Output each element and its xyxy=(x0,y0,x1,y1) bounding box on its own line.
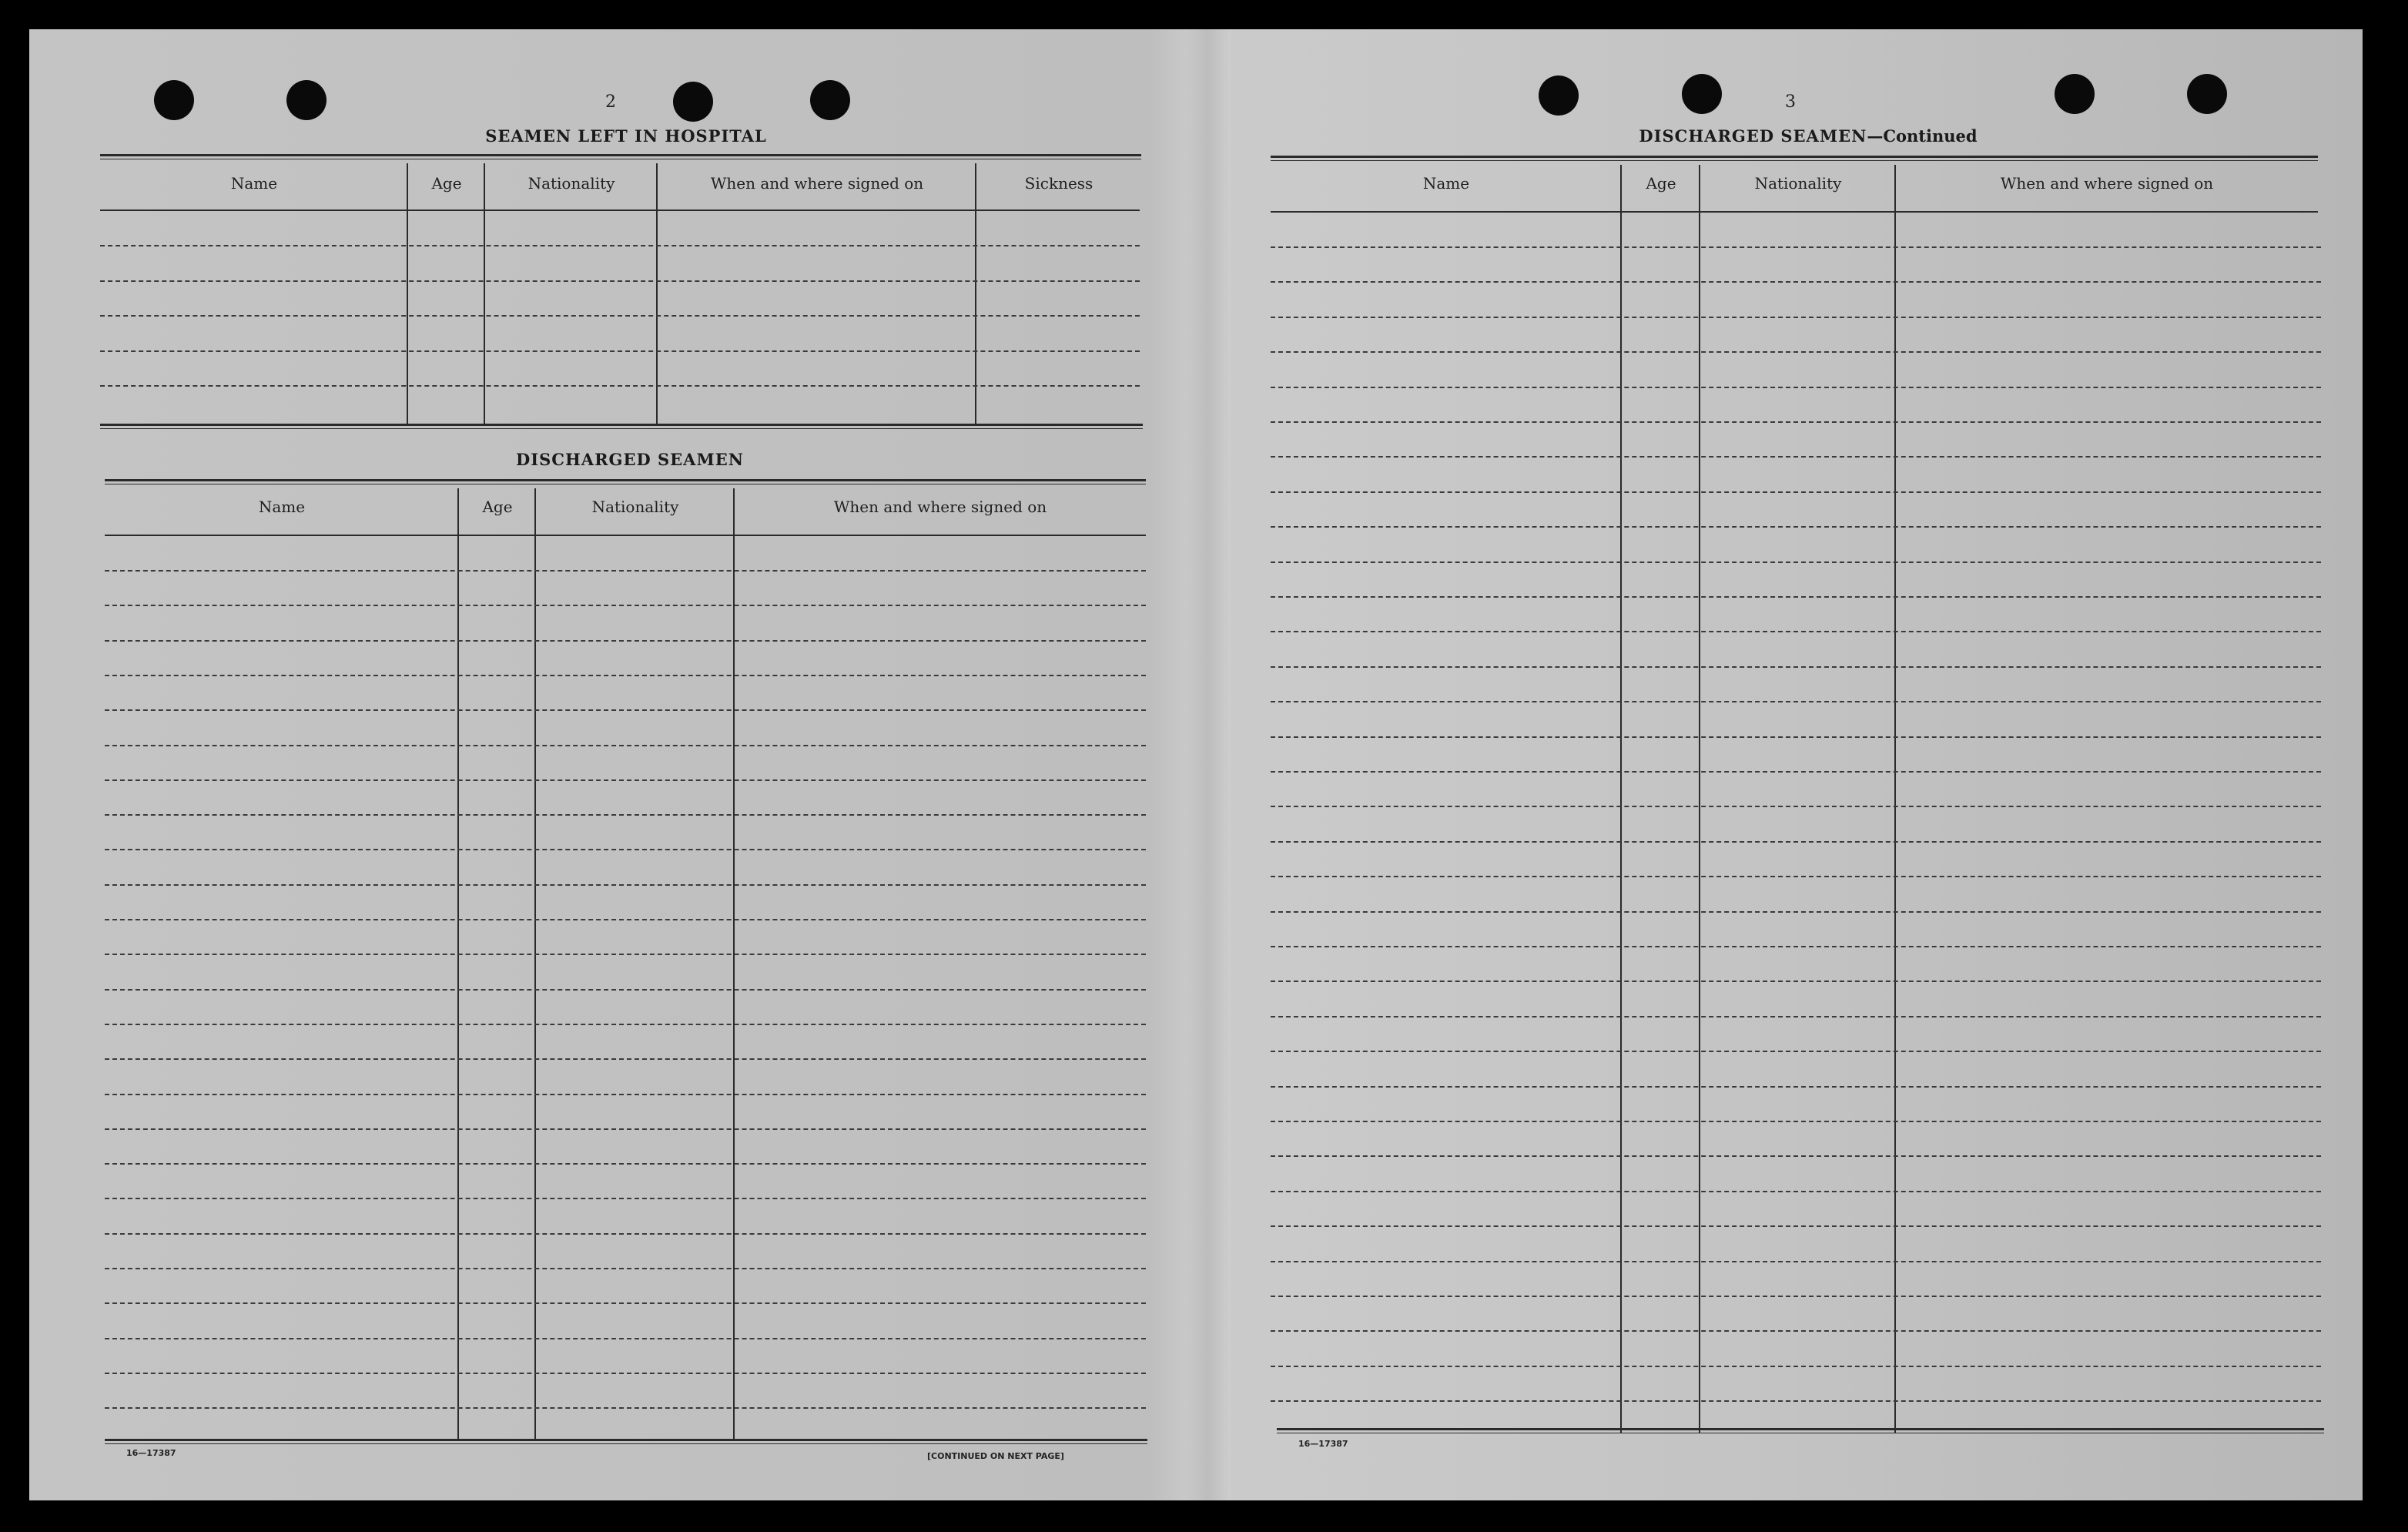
entry-line xyxy=(105,1163,1146,1165)
entry-line xyxy=(1271,1400,2321,1402)
page-gutter xyxy=(1184,29,1231,1500)
entry-line xyxy=(105,1268,1146,1269)
entry-line xyxy=(105,884,1146,886)
entry-line xyxy=(100,315,1140,317)
entry-line xyxy=(105,1233,1146,1235)
entry-line xyxy=(1271,771,2321,773)
entry-line xyxy=(105,1128,1146,1130)
entry-line xyxy=(105,745,1146,746)
document-spread xyxy=(29,29,2363,1500)
entry-line xyxy=(1271,1016,2321,1017)
entry-line xyxy=(1271,281,2321,283)
entry-line xyxy=(1271,1330,2321,1332)
hospital-col-age: Age xyxy=(431,174,462,193)
discharged-continued-title xyxy=(1539,126,2078,146)
discharged-col-nationality: Nationality xyxy=(591,498,679,516)
entry-line xyxy=(105,709,1146,711)
discharged-col-age: Age xyxy=(482,498,513,516)
entry-line xyxy=(1271,1086,2321,1088)
binder-hole xyxy=(2187,74,2227,114)
right-col-divider xyxy=(1894,165,1896,1433)
entry-line xyxy=(105,605,1146,606)
entry-line xyxy=(1271,526,2321,528)
continued-suffix: —Continued xyxy=(1867,126,1978,146)
discharged-bottom-rule xyxy=(105,1439,1147,1444)
entry-line xyxy=(1271,701,2321,702)
right-col-age: Age xyxy=(1646,174,1676,193)
entry-line xyxy=(1271,421,2321,423)
right-col-nationality: Nationality xyxy=(1754,174,1842,193)
discharged-continued-title-text: DISCHARGED SEAMEN xyxy=(1639,126,1867,146)
entry-line xyxy=(105,954,1146,955)
entry-line xyxy=(100,385,1140,387)
entry-line xyxy=(1271,911,2321,913)
entry-line xyxy=(105,1302,1146,1304)
entry-line xyxy=(1271,736,2321,738)
right-top-rule xyxy=(1271,156,2318,161)
discharged-col-divider xyxy=(733,488,735,1439)
continued-note: [CONTINUED ON NEXT PAGE] xyxy=(927,1451,1064,1461)
entry-line xyxy=(105,640,1146,642)
right-header-rule xyxy=(1271,211,2318,213)
entry-line xyxy=(105,1094,1146,1095)
entry-line xyxy=(1271,351,2321,353)
entry-line xyxy=(1271,246,2321,248)
entry-line xyxy=(1271,1296,2321,1297)
discharged-col-name: Name xyxy=(258,498,306,516)
entry-line xyxy=(105,1198,1146,1199)
entry-line xyxy=(1271,1366,2321,1367)
right-form-number: 16—17387 xyxy=(1298,1439,1348,1449)
entry-line xyxy=(105,1407,1146,1409)
entry-line xyxy=(1271,806,2321,807)
hospital-top-rule xyxy=(100,154,1141,159)
binder-hole xyxy=(1682,74,1722,114)
entry-line xyxy=(105,919,1146,920)
hospital-header-rule xyxy=(100,210,1140,211)
entry-line xyxy=(105,1024,1146,1025)
hospital-col-nationality: Nationality xyxy=(527,174,615,193)
right-col-signed-on: When and where signed on xyxy=(2000,174,2214,193)
entry-line xyxy=(105,675,1146,676)
binder-hole xyxy=(673,82,713,122)
discharged-col-signed-on: When and where signed on xyxy=(833,498,1047,516)
right-col-name: Name xyxy=(1422,174,1470,193)
binder-hole xyxy=(154,80,194,120)
entry-line xyxy=(105,849,1146,850)
discharged-col-divider xyxy=(534,488,536,1439)
discharged-top-rule xyxy=(105,479,1146,484)
entry-line xyxy=(105,1373,1146,1374)
entry-line xyxy=(1271,876,2321,877)
entry-line xyxy=(1271,666,2321,668)
right-page-number: 3 xyxy=(1785,92,1796,112)
entry-line xyxy=(1271,1051,2321,1052)
hospital-section-title: SEAMEN LEFT IN HOSPITAL xyxy=(485,126,767,146)
entry-line xyxy=(1271,1191,2321,1192)
entry-line xyxy=(105,570,1146,572)
entry-line xyxy=(105,814,1146,816)
entry-line xyxy=(1271,456,2321,458)
discharged-header-rule xyxy=(105,535,1146,536)
binder-hole xyxy=(2055,74,2095,114)
entry-line xyxy=(1271,387,2321,388)
entry-line xyxy=(1271,946,2321,947)
hospital-col-sickness: Sickness xyxy=(1024,174,1093,193)
entry-line xyxy=(1271,981,2321,982)
entry-line xyxy=(1271,1121,2321,1122)
discharged-section-title: DISCHARGED SEAMEN xyxy=(516,450,744,469)
hospital-col-name: Name xyxy=(230,174,278,193)
entry-line xyxy=(1271,1225,2321,1227)
right-col-divider xyxy=(1620,165,1622,1433)
binder-hole xyxy=(810,80,850,120)
binder-hole xyxy=(1539,75,1579,116)
entry-line xyxy=(1271,596,2321,598)
entry-line xyxy=(1271,1155,2321,1157)
entry-line xyxy=(100,245,1140,246)
left-page-number: 2 xyxy=(605,92,616,112)
entry-line xyxy=(100,280,1140,282)
entry-line xyxy=(105,989,1146,991)
discharged-col-divider xyxy=(457,488,459,1439)
entry-line xyxy=(105,1058,1146,1060)
hospital-bottom-rule xyxy=(100,424,1143,429)
right-col-divider xyxy=(1699,165,1700,1433)
entry-line xyxy=(1271,317,2321,318)
entry-line xyxy=(1271,562,2321,563)
entry-line xyxy=(1271,631,2321,632)
entry-line xyxy=(105,1338,1146,1339)
entry-line xyxy=(100,350,1140,352)
right-bottom-rule xyxy=(1277,1428,2324,1433)
entry-line xyxy=(105,779,1146,781)
binder-hole xyxy=(286,80,327,120)
entry-line xyxy=(1271,491,2321,493)
entry-line xyxy=(1271,841,2321,843)
left-form-number: 16—17387 xyxy=(126,1448,176,1458)
entry-line xyxy=(1271,1261,2321,1262)
hospital-col-signed-on: When and where signed on xyxy=(710,174,924,193)
